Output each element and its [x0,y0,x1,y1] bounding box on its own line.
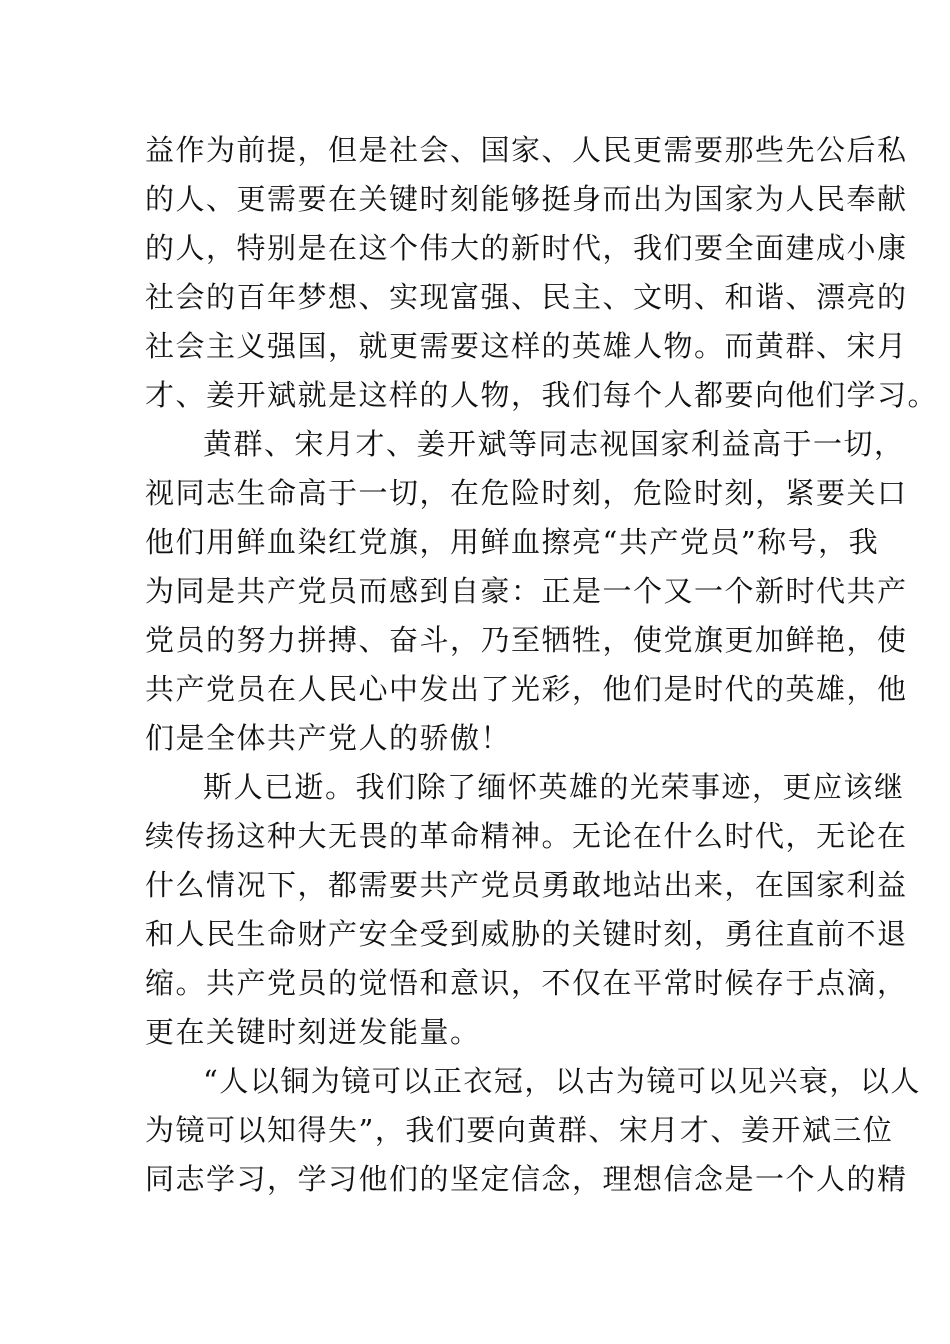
body-text [145,126,939,1204]
paragraph-first-line: 黄群、宋月才、姜开斌等同志视国家利益高于一切， [203,427,905,461]
text-line: 什么情况下，都需要共产党员勇敢地站出来，在国家利益 [145,868,908,902]
paragraph-first-line: 斯人已逝。我们除了缅怀英雄的光荣事迹，更应该继 [203,770,905,804]
text-line: 共产党员在人民心中发出了光彩，他们是时代的英雄，他 [145,672,908,706]
text-line: 社会主义强国，就更需要这样的英雄人物。而黄群、宋月 [145,329,908,363]
text-line: 为镜可以知得失”，我们要向黄群、宋月才、姜开斌三位 [145,1113,894,1147]
text-line: 更在关键时刻迸发能量。 [145,1015,481,1049]
text-line: 缩。共产党员的觉悟和意识，不仅在平常时候存于点滴， [145,966,908,1000]
paragraph-first-line: “人以铜为镜可以正衣冠，以古为镜可以见兴衰，以人 [203,1064,921,1098]
text-line: 同志学习，学习他们的坚定信念，理想信念是一个人的精 [145,1162,908,1196]
text-line: 为同是共产党员而感到自豪：正是一个又一个新时代共产 [145,574,908,608]
text-line: 党员的努力拼搏、奋斗，乃至牺牲，使党旗更加鲜艳，使 [145,623,908,657]
text-line: 视同志生命高于一切，在危险时刻，危险时刻，紧要关口 [145,476,908,510]
text-line: 他们用鲜血染红党旗，用鲜血擦亮“共产党员”称号，我 [145,525,880,559]
text-line: 和人民生命财产安全受到威胁的关键时刻，勇往直前不退 [145,917,908,951]
text-line: 才、姜开斌就是这样的人物，我们每个人都要向他们学习。 [145,378,939,412]
text-line: 续传扬这种大无畏的革命精神。无论在什么时代，无论在 [145,819,908,853]
text-line: 益作为前提，但是社会、国家、人民更需要那些先公后私 [145,133,908,167]
text-line: 的人，特别是在这个伟大的新时代，我们要全面建成小康 [145,231,908,265]
text-line: 社会的百年梦想、实现富强、民主、文明、和谐、漂亮的 [145,280,908,314]
text-line: 的人、更需要在关键时刻能够挺身而出为国家为人民奉献 [145,182,908,216]
text-line: 们是全体共产党人的骄傲！ [145,721,512,755]
